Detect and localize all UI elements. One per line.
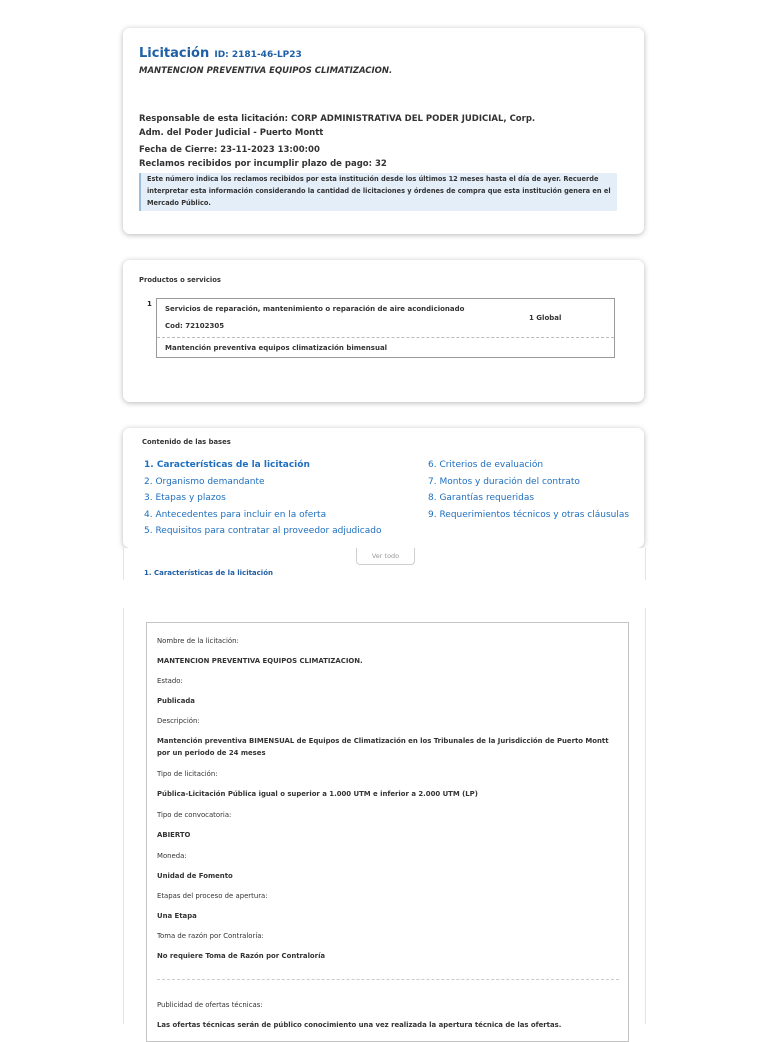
currency-label: Moneda: bbox=[157, 852, 187, 860]
toc-link-technical[interactable]: 9. Requerimientos técnicos y otras cláusulas bbox=[428, 509, 630, 520]
section-heading: 1. Características de la licitación bbox=[144, 569, 274, 577]
see-all-button[interactable]: Ver todo bbox=[356, 548, 415, 565]
products-card bbox=[123, 260, 644, 402]
product-description: Mantención preventiva equipos climatización bimensual bbox=[165, 344, 388, 352]
publicity-label: Publicidad de ofertas técnicas: bbox=[157, 1001, 263, 1009]
details-section bbox=[123, 608, 646, 1029]
state-label: Estado: bbox=[157, 677, 183, 685]
call-value: ABIERTO bbox=[157, 831, 191, 839]
tender-id: ID: 2181-46-LP23 bbox=[214, 50, 302, 60]
page-title bbox=[139, 42, 302, 61]
type-value: Pública-Licitación Pública igual o superior a 1.000 UTM e inferior a 2.000 UTM (LP) bbox=[157, 790, 478, 798]
claims-note: Este número indica los reclamos recibidos por esta institución desde los últimos 12 meses hasta el día de ayer. Recuerde interpretar esta información considerando la cantidad de licitaciones y órdenes de compra que esta institución genera en el Mercado Público. bbox=[139, 173, 617, 211]
currency-value: Unidad de Fomento bbox=[157, 872, 233, 880]
contents-left-column bbox=[144, 457, 381, 540]
claims-count: Reclamos recibidos por incumplir plazo de pago: 32 bbox=[139, 159, 387, 169]
toc-link-requirements[interactable]: 5. Requisitos para contratar al proveedor adjudicado bbox=[144, 526, 382, 536]
toc-link-stages[interactable]: 3. Etapas y plazos bbox=[144, 493, 226, 503]
responsible-line-1: Responsable de esta licitación: CORP ADMINISTRATIVA DEL PODER JUDICIAL, Corp. bbox=[139, 114, 536, 124]
publicity-value: Las ofertas técnicas serán de público conocimiento una vez realizada la apertura técnica de las ofertas. bbox=[157, 1021, 562, 1029]
contents-right-column bbox=[428, 457, 629, 523]
details-box bbox=[146, 622, 629, 1042]
description-value: Mantención preventiva BIMENSUAL de Equipos de Climatización en los Tribunales de la Jurisdicción de Puerto Montt por un periodo de 24 meses bbox=[157, 737, 609, 757]
toc-link-organism[interactable]: 2. Organismo demandante bbox=[144, 476, 265, 487]
toc-link-amounts[interactable]: 7. Montos y duración del contrato bbox=[428, 476, 580, 487]
state-value: Publicada bbox=[157, 697, 195, 705]
name-label: Nombre de la licitación: bbox=[157, 637, 239, 645]
product-code: Cod: 72102305 bbox=[165, 322, 225, 330]
product-number: 1 bbox=[147, 300, 152, 308]
details-divider bbox=[157, 979, 619, 980]
product-quantity: 1 Global bbox=[529, 314, 562, 322]
description-label: Descripción: bbox=[157, 717, 200, 725]
product-item bbox=[156, 298, 615, 358]
toc-link-background[interactable]: 4. Antecedentes para incluir en la oferta bbox=[144, 509, 327, 520]
closing-date: Fecha de Cierre: 23-11-2023 13:00:00 bbox=[139, 145, 320, 155]
contraloria-label: Toma de razón por Contraloría: bbox=[157, 932, 264, 940]
title-label: Licitación bbox=[139, 46, 210, 61]
tender-subtitle: MANTENCION PREVENTIVA EQUIPOS CLIMATIZACION. bbox=[139, 66, 393, 76]
toc-link-guarantees[interactable]: 8. Garantías requeridas bbox=[428, 493, 535, 503]
opening-label: Etapas del proceso de apertura: bbox=[157, 892, 268, 900]
contraloria-value: No requiere Toma de Razón por Contraloría bbox=[157, 952, 326, 960]
tender-header-card bbox=[123, 28, 644, 234]
contents-label: Contenido de las bases bbox=[142, 438, 231, 446]
toc-link-characteristics[interactable]: 1. Características de la licitación bbox=[144, 460, 310, 470]
product-name: Servicios de reparación, mantenimiento o reparación de aire acondicionado bbox=[165, 305, 465, 313]
type-label: Tipo de licitación: bbox=[157, 770, 218, 778]
opening-value: Una Etapa bbox=[157, 912, 197, 920]
responsible-line-2: Adm. del Poder Judicial - Puerto Montt bbox=[139, 128, 324, 138]
call-label: Tipo de convocatoria: bbox=[157, 811, 232, 819]
product-divider bbox=[157, 337, 614, 338]
name-value: MANTENCION PREVENTIVA EQUIPOS CLIMATIZACION. bbox=[157, 657, 363, 665]
products-label: Productos o servicios bbox=[139, 276, 221, 284]
contents-card bbox=[123, 428, 644, 548]
toc-link-criteria[interactable]: 6. Criterios de evaluación bbox=[428, 460, 544, 470]
